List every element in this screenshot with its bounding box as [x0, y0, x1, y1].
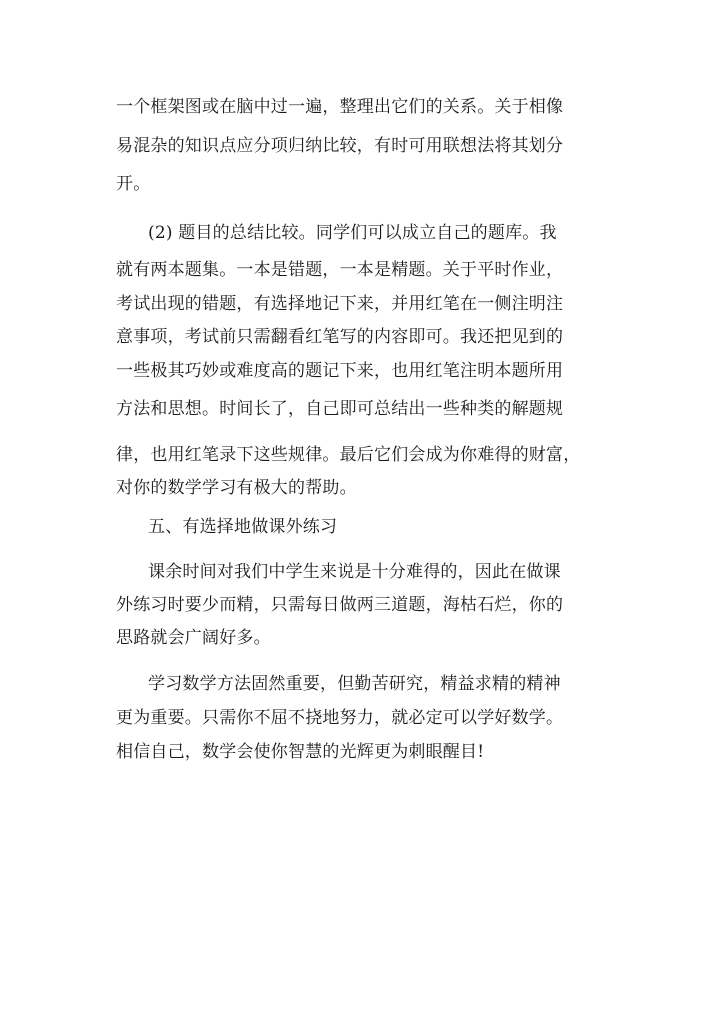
text-line: 律，也用红笔录下这些规律。最后它们会成为你难得的财富， [116, 445, 581, 465]
text-line: 相信自己，数学会使你智慧的光辉更为刺眼醒目! [116, 742, 485, 762]
text-line: 就有两本题集。一本是错题，一本是精题。关于平时作业， [116, 260, 564, 280]
text-line: 思路就会广阔好多。 [116, 628, 271, 648]
text-line: 一些极其巧妙或难度高的题记下来，也用红笔注明本题所用 [116, 361, 564, 381]
text-line: 课余时间对我们中学生来说是十分难得的，因此在做课 [148, 562, 561, 582]
text-line: 更为重要。只需你不屈不挠地努力，就必定可以学好数学。 [116, 708, 564, 728]
text-line: 考试出现的错题，有选择地记下来，并用红笔在一侧注明注 [116, 294, 564, 314]
text-line: 方法和思想。时间长了，自己即可总结出一些种类的解题规 [116, 399, 564, 419]
text-line: 一个框架图或在脑中过一遍，整理出它们的关系。关于相像 [116, 97, 564, 117]
text-line: 对你的数学学习有极大的帮助。 [116, 478, 357, 498]
text-line: 开。 [116, 174, 151, 194]
text-line: (2) 题目的总结比较。同学们可以成立自己的题库。我 [148, 223, 557, 243]
text-line: 意事项，考试前只需翻看红笔写的内容即可。我还把见到的 [116, 327, 564, 347]
text-line: 学习数学方法固然重要，但勤苦研究，精益求精的精神 [148, 674, 561, 694]
text-line: 易混杂的知识点应分项归纳比较，有时可用联想法将其划分 [116, 136, 564, 156]
section-heading: 五、有选择地做课外练习 [148, 517, 338, 537]
text-line: 外练习时要少而精，只需每日做两三道题，海枯石烂，你的 [116, 595, 564, 615]
